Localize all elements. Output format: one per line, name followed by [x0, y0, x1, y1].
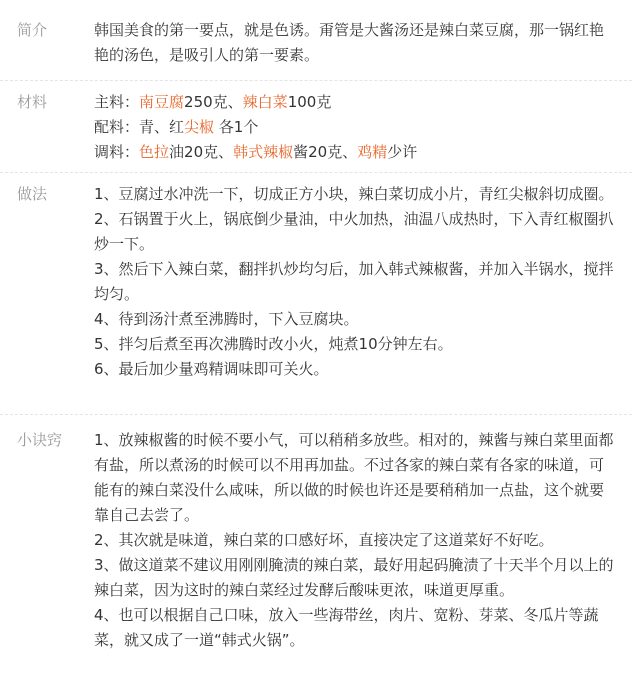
ingredient-link-labaicai[interactable]: 辣白菜 [242, 93, 288, 111]
main-ingredients-prefix: 主料： [94, 93, 140, 111]
ingredient-link-hanshilajiao[interactable]: 韩式辣椒 [233, 143, 294, 161]
step-item: 4、待到汤汁煮至沸腾时，下入豆腐块。 [94, 310, 359, 328]
side-ingredients-prefix: 配料：青、红 [94, 118, 185, 136]
step-item: 1、豆腐过水冲洗一下，切成正方小块，辣白菜切成小片，青红尖椒斜切成圈。 [94, 185, 614, 203]
tip-item: 3、做这道菜不建议用刚刚腌渍的辣白菜，最好用起码腌渍了十天半个月以上的辣白菜，因为这时的辣白菜经过发酵后酸味更浓，味道更厚重。 [94, 556, 614, 599]
seasoning-prefix: 调料： [94, 143, 140, 161]
materials-section [0, 80, 632, 173]
materials-list [94, 90, 618, 165]
tip-item: 4、也可以根据自己口味，放入一些海带丝，肉片、宽粉、芽菜、冬瓜片等蔬菜，就又成了一道“韩式火锅”。 [94, 606, 599, 649]
seasoning-amount-1: 油20克、 [169, 143, 234, 161]
ingredient-link-jianjiao[interactable]: 尖椒 [184, 118, 215, 136]
tip-item: 1、放辣椒酱的时候不要小气，可以稍稍多放些。相对的，辣酱与辣白菜里面都有盐，所以煮汤的时候可以不用再加盐。不过各家的辣白菜有各家的味道，可能有的辣白菜没什么咸味，所以做的时候也许还是要稍稍加一点盐，这个就要靠自己去尝了。 [94, 431, 614, 524]
intro-paragraph: 韩国美食的第一要点，就是色诱。甭管是大酱汤还是辣白菜豆腐，那一锅红艳艳的汤色，是吸引人的第一要素。 [94, 21, 605, 64]
ingredient-link-nandoufu[interactable]: 南豆腐 [139, 93, 185, 111]
seasoning-amount-2: 酱20克、 [293, 143, 358, 161]
tips-list [94, 428, 618, 653]
tips-section [0, 414, 632, 695]
side-ingredients-suffix: 各1个 [214, 118, 259, 136]
step-item: 6、最后加少量鸡精调味即可关火。 [94, 360, 329, 378]
seasoning-line [94, 140, 618, 165]
seasoning-amount-3: 少许 [387, 143, 418, 161]
step-item: 5、拌匀后煮至再次沸腾时改小火，炖煮10分钟左右。 [94, 335, 453, 353]
main-amount-1: 250克、 [184, 93, 243, 111]
intro-section [0, 0, 632, 81]
intro-label: 简介 [17, 21, 48, 39]
steps-list [94, 182, 618, 382]
steps-section [0, 172, 632, 415]
materials-label: 材料 [17, 93, 48, 111]
main-amount-2: 100克 [287, 93, 332, 111]
side-ingredients-line [94, 115, 618, 140]
tip-item: 2、其次就是味道，辣白菜的口感好坏，直接决定了这道菜好不好吃。 [94, 531, 554, 549]
step-item: 3、然后下入辣白菜，翻拌扒炒均匀后，加入韩式辣椒酱，并加入半锅水，搅拌均匀。 [94, 260, 614, 303]
ingredient-link-jijing[interactable]: 鸡精 [357, 143, 388, 161]
intro-text [94, 18, 618, 68]
main-ingredients-line [94, 90, 618, 115]
tips-label: 小诀窍 [17, 431, 63, 449]
steps-label: 做法 [17, 185, 48, 203]
ingredient-link-sela[interactable]: 色拉 [139, 143, 170, 161]
step-item: 2、石锅置于火上，锅底倒少量油，中火加热，油温八成热时，下入青红椒圈扒炒一下。 [94, 210, 614, 253]
